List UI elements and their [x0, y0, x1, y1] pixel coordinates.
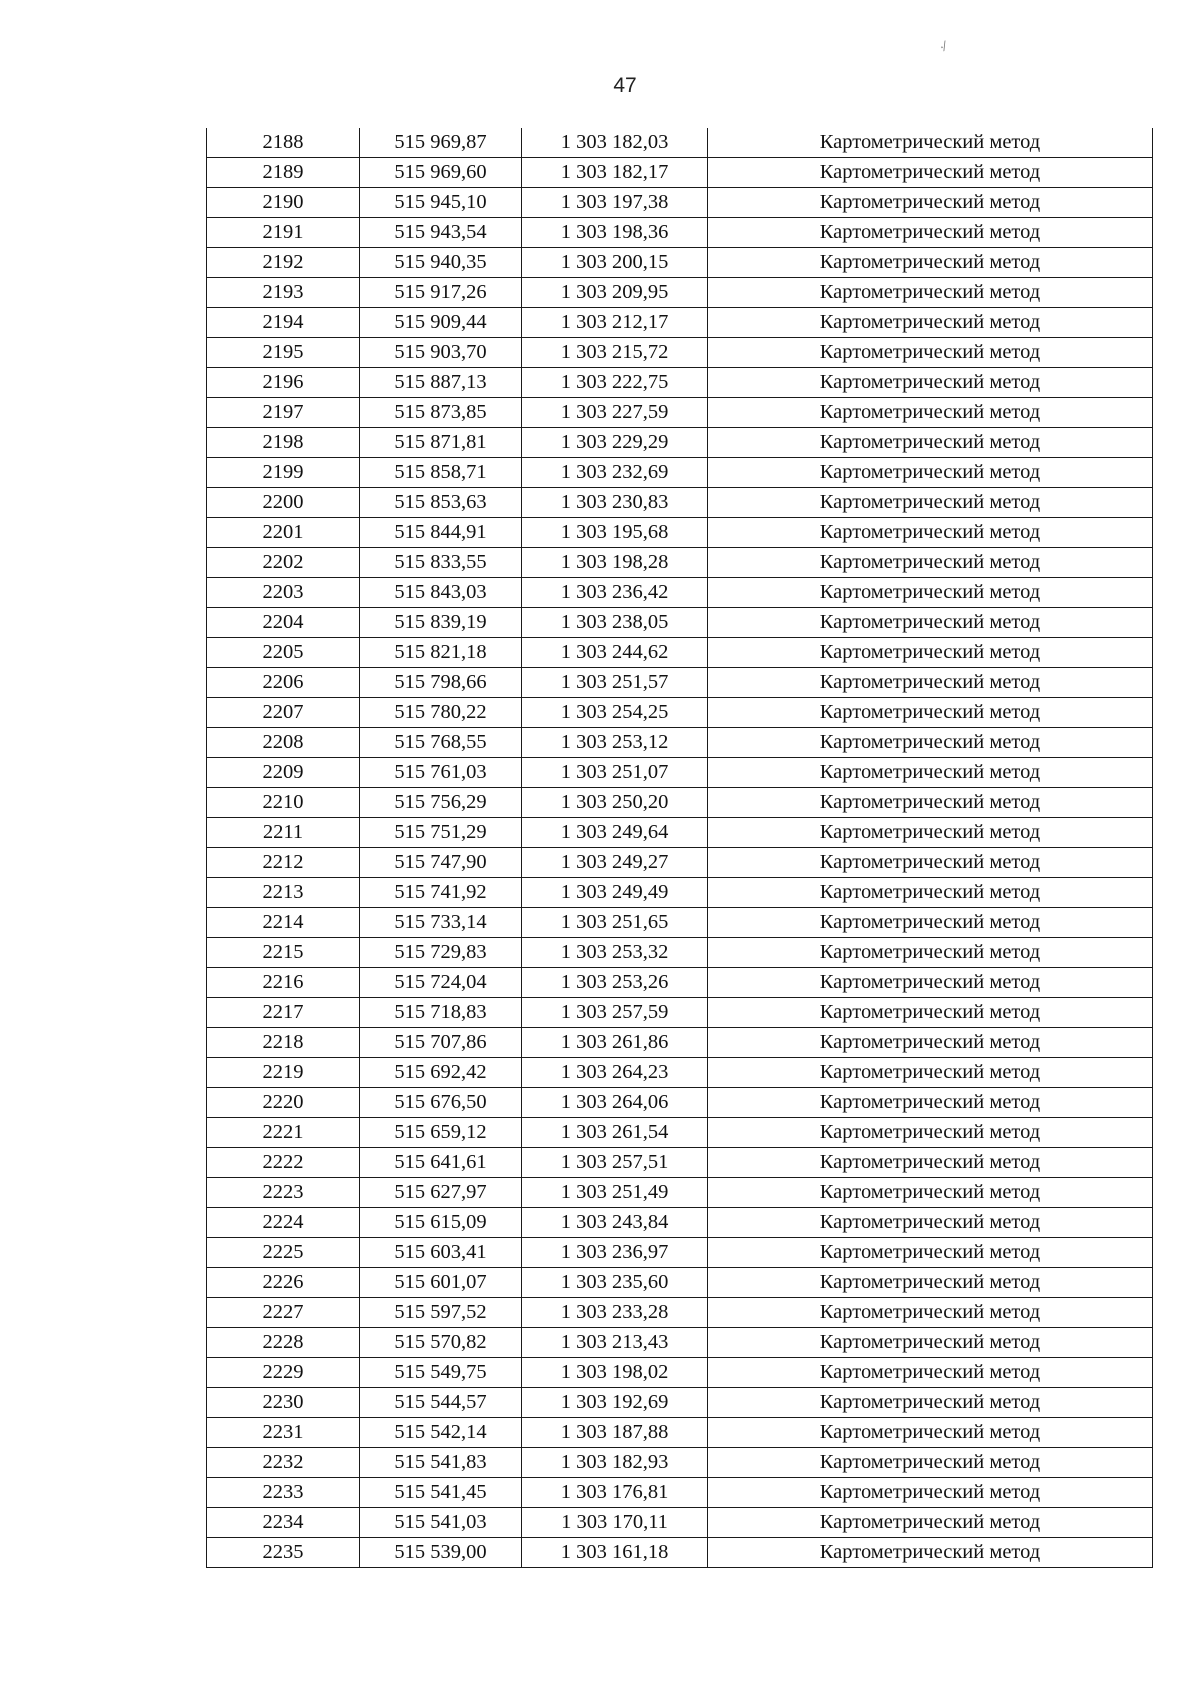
x-coordinate-cell: 515 768,55 — [360, 728, 522, 758]
x-coordinate-cell: 515 729,83 — [360, 938, 522, 968]
method-cell: Картометрический метод — [708, 578, 1153, 608]
y-coordinate-cell: 1 303 213,43 — [522, 1328, 708, 1358]
point-number-cell: 2226 — [207, 1268, 360, 1298]
y-coordinate-cell: 1 303 197,38 — [522, 188, 708, 218]
table-row — [207, 1208, 1153, 1238]
y-coordinate-cell: 1 303 232,69 — [522, 458, 708, 488]
table-row — [207, 1298, 1153, 1328]
x-coordinate-cell: 515 969,60 — [360, 158, 522, 188]
table-row — [207, 1508, 1153, 1538]
x-coordinate-cell: 515 940,35 — [360, 248, 522, 278]
x-coordinate-cell: 515 603,41 — [360, 1238, 522, 1268]
x-coordinate-cell: 515 724,04 — [360, 968, 522, 998]
y-coordinate-cell: 1 303 249,64 — [522, 818, 708, 848]
x-coordinate-cell: 515 780,22 — [360, 698, 522, 728]
method-cell: Картометрический метод — [708, 878, 1153, 908]
point-number-cell: 2217 — [207, 998, 360, 1028]
table-row — [207, 428, 1153, 458]
table-row — [207, 1028, 1153, 1058]
method-cell: Картометрический метод — [708, 368, 1153, 398]
x-coordinate-cell: 515 692,42 — [360, 1058, 522, 1088]
y-coordinate-cell: 1 303 251,49 — [522, 1178, 708, 1208]
method-cell: Картометрический метод — [708, 1538, 1153, 1568]
x-coordinate-cell: 515 570,82 — [360, 1328, 522, 1358]
x-coordinate-cell: 515 853,63 — [360, 488, 522, 518]
method-cell: Картометрический метод — [708, 788, 1153, 818]
y-coordinate-cell: 1 303 230,83 — [522, 488, 708, 518]
x-coordinate-cell: 515 733,14 — [360, 908, 522, 938]
method-cell: Картометрический метод — [708, 338, 1153, 368]
method-cell: Картометрический метод — [708, 518, 1153, 548]
table-row — [207, 488, 1153, 518]
method-cell: Картометрический метод — [708, 308, 1153, 338]
x-coordinate-cell: 515 659,12 — [360, 1118, 522, 1148]
x-coordinate-cell: 515 969,87 — [360, 128, 522, 158]
x-coordinate-cell: 515 597,52 — [360, 1298, 522, 1328]
method-cell: Картометрический метод — [708, 548, 1153, 578]
y-coordinate-cell: 1 303 251,07 — [522, 758, 708, 788]
point-number-cell: 2215 — [207, 938, 360, 968]
x-coordinate-cell: 515 761,03 — [360, 758, 522, 788]
table-row — [207, 788, 1153, 818]
coordinates-table-body — [207, 128, 1153, 1568]
table-row — [207, 248, 1153, 278]
x-coordinate-cell: 515 756,29 — [360, 788, 522, 818]
table-row — [207, 848, 1153, 878]
point-number-cell: 2199 — [207, 458, 360, 488]
method-cell: Картометрический метод — [708, 1358, 1153, 1388]
table-row — [207, 1268, 1153, 1298]
x-coordinate-cell: 515 903,70 — [360, 338, 522, 368]
y-coordinate-cell: 1 303 233,28 — [522, 1298, 708, 1328]
point-number-cell: 2207 — [207, 698, 360, 728]
point-number-cell: 2211 — [207, 818, 360, 848]
point-number-cell: 2189 — [207, 158, 360, 188]
y-coordinate-cell: 1 303 249,27 — [522, 848, 708, 878]
point-number-cell: 2202 — [207, 548, 360, 578]
method-cell: Картометрический метод — [708, 1478, 1153, 1508]
table-row — [207, 1388, 1153, 1418]
x-coordinate-cell: 515 873,85 — [360, 398, 522, 428]
y-coordinate-cell: 1 303 229,29 — [522, 428, 708, 458]
y-coordinate-cell: 1 303 264,06 — [522, 1088, 708, 1118]
point-number-cell: 2224 — [207, 1208, 360, 1238]
table-row — [207, 398, 1153, 428]
y-coordinate-cell: 1 303 264,23 — [522, 1058, 708, 1088]
point-number-cell: 2222 — [207, 1148, 360, 1178]
point-number-cell: 2206 — [207, 668, 360, 698]
table-row — [207, 218, 1153, 248]
table-row — [207, 878, 1153, 908]
table-row — [207, 938, 1153, 968]
y-coordinate-cell: 1 303 215,72 — [522, 338, 708, 368]
x-coordinate-cell: 515 601,07 — [360, 1268, 522, 1298]
x-coordinate-cell: 515 839,19 — [360, 608, 522, 638]
table-row — [207, 578, 1153, 608]
method-cell: Картометрический метод — [708, 398, 1153, 428]
point-number-cell: 2219 — [207, 1058, 360, 1088]
x-coordinate-cell: 515 541,45 — [360, 1478, 522, 1508]
y-coordinate-cell: 1 303 261,54 — [522, 1118, 708, 1148]
point-number-cell: 2190 — [207, 188, 360, 218]
method-cell: Картометрический метод — [708, 1028, 1153, 1058]
point-number-cell: 2193 — [207, 278, 360, 308]
y-coordinate-cell: 1 303 244,62 — [522, 638, 708, 668]
method-cell: Картометрический метод — [708, 968, 1153, 998]
point-number-cell: 2232 — [207, 1448, 360, 1478]
method-cell: Картометрический метод — [708, 1058, 1153, 1088]
table-row — [207, 158, 1153, 188]
y-coordinate-cell: 1 303 257,51 — [522, 1148, 708, 1178]
method-cell: Картометрический метод — [708, 1328, 1153, 1358]
point-number-cell: 2218 — [207, 1028, 360, 1058]
method-cell: Картометрический метод — [708, 1508, 1153, 1538]
y-coordinate-cell: 1 303 212,17 — [522, 308, 708, 338]
method-cell: Картометрический метод — [708, 428, 1153, 458]
table-row — [207, 1178, 1153, 1208]
x-coordinate-cell: 515 887,13 — [360, 368, 522, 398]
point-number-cell: 2220 — [207, 1088, 360, 1118]
y-coordinate-cell: 1 303 235,60 — [522, 1268, 708, 1298]
point-number-cell: 2208 — [207, 728, 360, 758]
y-coordinate-cell: 1 303 227,59 — [522, 398, 708, 428]
table-row — [207, 1088, 1153, 1118]
point-number-cell: 2227 — [207, 1298, 360, 1328]
y-coordinate-cell: 1 303 251,57 — [522, 668, 708, 698]
method-cell: Картометрический метод — [708, 158, 1153, 188]
point-number-cell: 2200 — [207, 488, 360, 518]
method-cell: Картометрический метод — [708, 218, 1153, 248]
table-row — [207, 1358, 1153, 1388]
y-coordinate-cell: 1 303 176,81 — [522, 1478, 708, 1508]
table-row — [207, 518, 1153, 548]
method-cell: Картометрический метод — [708, 1448, 1153, 1478]
table-row — [207, 278, 1153, 308]
point-number-cell: 2192 — [207, 248, 360, 278]
x-coordinate-cell: 515 858,71 — [360, 458, 522, 488]
table-row — [207, 818, 1153, 848]
table-row — [207, 698, 1153, 728]
x-coordinate-cell: 515 542,14 — [360, 1418, 522, 1448]
method-cell: Картометрический метод — [708, 698, 1153, 728]
table-row — [207, 638, 1153, 668]
x-coordinate-cell: 515 821,18 — [360, 638, 522, 668]
y-coordinate-cell: 1 303 253,12 — [522, 728, 708, 758]
method-cell: Картометрический метод — [708, 1418, 1153, 1448]
method-cell: Картометрический метод — [708, 908, 1153, 938]
y-coordinate-cell: 1 303 243,84 — [522, 1208, 708, 1238]
method-cell: Картометрический метод — [708, 278, 1153, 308]
point-number-cell: 2209 — [207, 758, 360, 788]
table-row — [207, 548, 1153, 578]
y-coordinate-cell: 1 303 261,86 — [522, 1028, 708, 1058]
point-number-cell: 2235 — [207, 1538, 360, 1568]
point-number-cell: 2233 — [207, 1478, 360, 1508]
table-row — [207, 1058, 1153, 1088]
method-cell: Картометрический метод — [708, 1118, 1153, 1148]
point-number-cell: 2234 — [207, 1508, 360, 1538]
x-coordinate-cell: 515 544,57 — [360, 1388, 522, 1418]
method-cell: Картометрический метод — [708, 1298, 1153, 1328]
table-row — [207, 608, 1153, 638]
point-number-cell: 2221 — [207, 1118, 360, 1148]
method-cell: Картометрический метод — [708, 818, 1153, 848]
method-cell: Картометрический метод — [708, 668, 1153, 698]
x-coordinate-cell: 515 833,55 — [360, 548, 522, 578]
point-number-cell: 2230 — [207, 1388, 360, 1418]
x-coordinate-cell: 515 541,83 — [360, 1448, 522, 1478]
method-cell: Картометрический метод — [708, 998, 1153, 1028]
x-coordinate-cell: 515 909,44 — [360, 308, 522, 338]
x-coordinate-cell: 515 718,83 — [360, 998, 522, 1028]
x-coordinate-cell: 515 751,29 — [360, 818, 522, 848]
table-row — [207, 308, 1153, 338]
y-coordinate-cell: 1 303 257,59 — [522, 998, 708, 1028]
point-number-cell: 2216 — [207, 968, 360, 998]
scan-mark: ·⁄ — [937, 39, 949, 55]
table-row — [207, 1538, 1153, 1568]
table-row — [207, 458, 1153, 488]
method-cell: Картометрический метод — [708, 1178, 1153, 1208]
table-row — [207, 188, 1153, 218]
point-number-cell: 2214 — [207, 908, 360, 938]
table-row — [207, 1448, 1153, 1478]
point-number-cell: 2228 — [207, 1328, 360, 1358]
point-number-cell: 2196 — [207, 368, 360, 398]
method-cell: Картометрический метод — [708, 1148, 1153, 1178]
x-coordinate-cell: 515 541,03 — [360, 1508, 522, 1538]
method-cell: Картометрический метод — [708, 848, 1153, 878]
x-coordinate-cell: 515 844,91 — [360, 518, 522, 548]
method-cell: Картометрический метод — [708, 458, 1153, 488]
x-coordinate-cell: 515 798,66 — [360, 668, 522, 698]
point-number-cell: 2229 — [207, 1358, 360, 1388]
x-coordinate-cell: 515 615,09 — [360, 1208, 522, 1238]
y-coordinate-cell: 1 303 250,20 — [522, 788, 708, 818]
coordinates-table — [206, 128, 1153, 1568]
table-row — [207, 1418, 1153, 1448]
y-coordinate-cell: 1 303 198,28 — [522, 548, 708, 578]
method-cell: Картометрический метод — [708, 608, 1153, 638]
table-row — [207, 668, 1153, 698]
y-coordinate-cell: 1 303 200,15 — [522, 248, 708, 278]
y-coordinate-cell: 1 303 238,05 — [522, 608, 708, 638]
method-cell: Картометрический метод — [708, 638, 1153, 668]
method-cell: Картометрический метод — [708, 1238, 1153, 1268]
point-number-cell: 2191 — [207, 218, 360, 248]
method-cell: Картометрический метод — [708, 1088, 1153, 1118]
method-cell: Картометрический метод — [708, 758, 1153, 788]
x-coordinate-cell: 515 917,26 — [360, 278, 522, 308]
y-coordinate-cell: 1 303 182,03 — [522, 128, 708, 158]
point-number-cell: 2210 — [207, 788, 360, 818]
method-cell: Картометрический метод — [708, 488, 1153, 518]
y-coordinate-cell: 1 303 236,97 — [522, 1238, 708, 1268]
method-cell: Картометрический метод — [708, 1388, 1153, 1418]
table-row — [207, 1328, 1153, 1358]
point-number-cell: 2194 — [207, 308, 360, 338]
y-coordinate-cell: 1 303 253,26 — [522, 968, 708, 998]
x-coordinate-cell: 515 741,92 — [360, 878, 522, 908]
method-cell: Картометрический метод — [708, 248, 1153, 278]
point-number-cell: 2223 — [207, 1178, 360, 1208]
x-coordinate-cell: 515 945,10 — [360, 188, 522, 218]
table-row — [207, 338, 1153, 368]
point-number-cell: 2212 — [207, 848, 360, 878]
y-coordinate-cell: 1 303 253,32 — [522, 938, 708, 968]
table-row — [207, 908, 1153, 938]
y-coordinate-cell: 1 303 236,42 — [522, 578, 708, 608]
x-coordinate-cell: 515 676,50 — [360, 1088, 522, 1118]
table-row — [207, 1148, 1153, 1178]
point-number-cell: 2225 — [207, 1238, 360, 1268]
method-cell: Картометрический метод — [708, 728, 1153, 758]
y-coordinate-cell: 1 303 254,25 — [522, 698, 708, 728]
y-coordinate-cell: 1 303 222,75 — [522, 368, 708, 398]
x-coordinate-cell: 515 943,54 — [360, 218, 522, 248]
x-coordinate-cell: 515 627,97 — [360, 1178, 522, 1208]
point-number-cell: 2198 — [207, 428, 360, 458]
table-row — [207, 728, 1153, 758]
method-cell: Картометрический метод — [708, 938, 1153, 968]
method-cell: Картометрический метод — [708, 128, 1153, 158]
page-number: 47 — [613, 74, 637, 97]
point-number-cell: 2204 — [207, 608, 360, 638]
table-row — [207, 1238, 1153, 1268]
method-cell: Картометрический метод — [708, 1268, 1153, 1298]
y-coordinate-cell: 1 303 182,93 — [522, 1448, 708, 1478]
x-coordinate-cell: 515 707,86 — [360, 1028, 522, 1058]
y-coordinate-cell: 1 303 195,68 — [522, 518, 708, 548]
y-coordinate-cell: 1 303 209,95 — [522, 278, 708, 308]
table-row — [207, 968, 1153, 998]
x-coordinate-cell: 515 747,90 — [360, 848, 522, 878]
table-row — [207, 758, 1153, 788]
y-coordinate-cell: 1 303 249,49 — [522, 878, 708, 908]
y-coordinate-cell: 1 303 251,65 — [522, 908, 708, 938]
point-number-cell: 2197 — [207, 398, 360, 428]
point-number-cell: 2201 — [207, 518, 360, 548]
table-row — [207, 1118, 1153, 1148]
point-number-cell: 2205 — [207, 638, 360, 668]
point-number-cell: 2213 — [207, 878, 360, 908]
y-coordinate-cell: 1 303 198,02 — [522, 1358, 708, 1388]
x-coordinate-cell: 515 641,61 — [360, 1148, 522, 1178]
table-row — [207, 1478, 1153, 1508]
y-coordinate-cell: 1 303 182,17 — [522, 158, 708, 188]
x-coordinate-cell: 515 539,00 — [360, 1538, 522, 1568]
point-number-cell: 2195 — [207, 338, 360, 368]
table-row — [207, 128, 1153, 158]
point-number-cell: 2203 — [207, 578, 360, 608]
method-cell: Картометрический метод — [708, 1208, 1153, 1238]
point-number-cell: 2231 — [207, 1418, 360, 1448]
x-coordinate-cell: 515 843,03 — [360, 578, 522, 608]
y-coordinate-cell: 1 303 161,18 — [522, 1538, 708, 1568]
method-cell: Картометрический метод — [708, 188, 1153, 218]
x-coordinate-cell: 515 871,81 — [360, 428, 522, 458]
table-row — [207, 998, 1153, 1028]
y-coordinate-cell: 1 303 170,11 — [522, 1508, 708, 1538]
y-coordinate-cell: 1 303 187,88 — [522, 1418, 708, 1448]
point-number-cell: 2188 — [207, 128, 360, 158]
y-coordinate-cell: 1 303 192,69 — [522, 1388, 708, 1418]
x-coordinate-cell: 515 549,75 — [360, 1358, 522, 1388]
y-coordinate-cell: 1 303 198,36 — [522, 218, 708, 248]
table-row — [207, 368, 1153, 398]
